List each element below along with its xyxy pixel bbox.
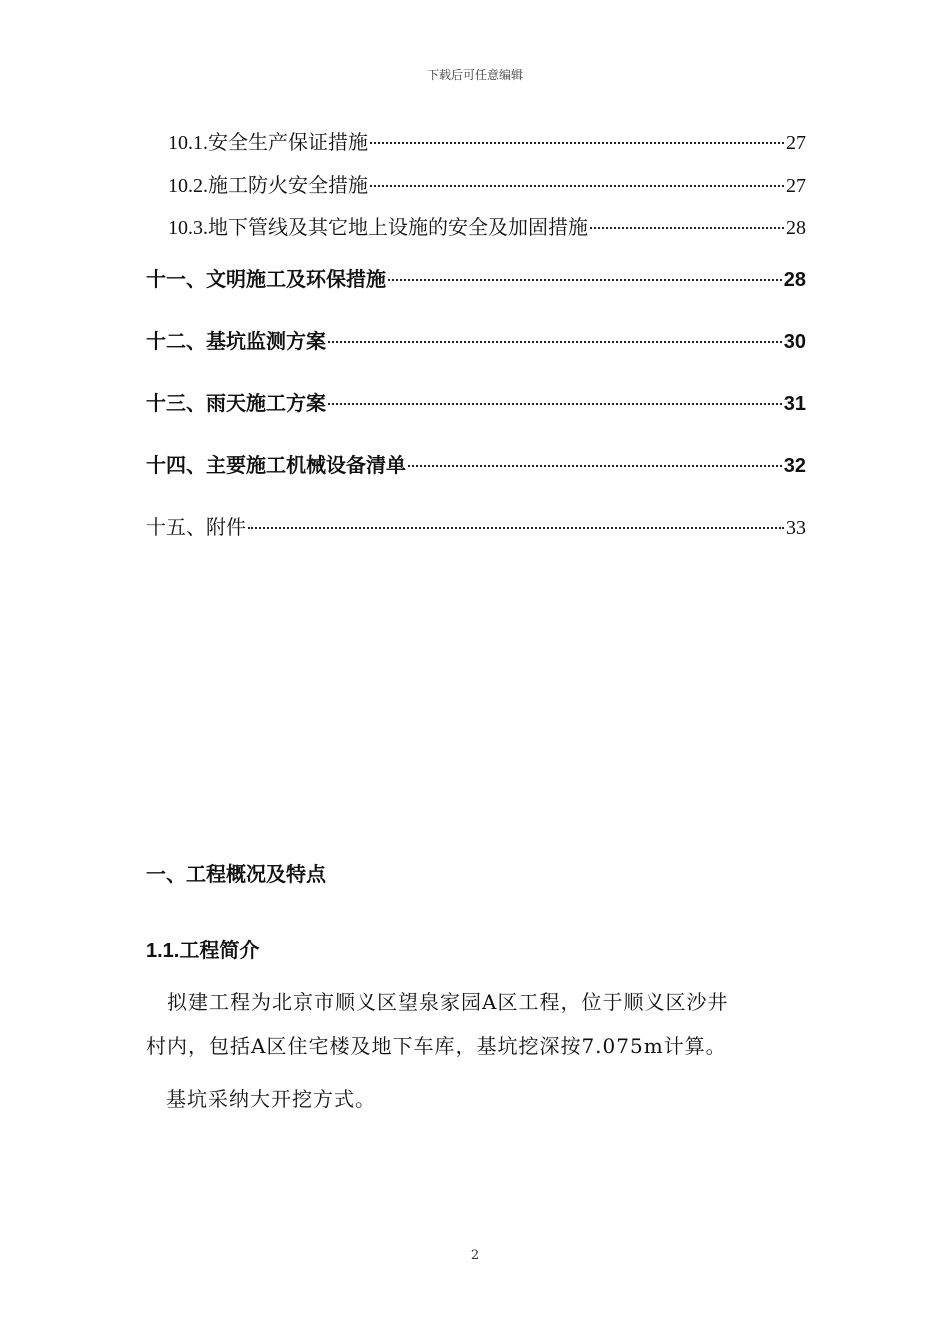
toc-dot-leader bbox=[328, 403, 782, 405]
toc-entry-10-3[interactable] bbox=[168, 211, 806, 240]
paragraph-line: 村内，包括A区住宅楼及地下车库，基坑挖深按7.075m计算。 bbox=[146, 1034, 727, 1058]
toc-entry-10-2[interactable] bbox=[168, 169, 806, 198]
page-header: 下载后可任意编辑 bbox=[426, 68, 523, 82]
excavation-paragraph bbox=[166, 1077, 830, 1121]
toc-entry-label: 十一、文明施工及环保措施 bbox=[146, 269, 386, 291]
toc-entry-page: 27 bbox=[786, 132, 806, 154]
toc-dot-leader bbox=[370, 142, 784, 144]
toc-entry-label: 十五、附件 bbox=[146, 517, 246, 539]
toc-dot-leader bbox=[248, 527, 784, 529]
toc-entry-page: 30 bbox=[783, 331, 806, 353]
toc-entry-label: 10.1.安全生产保证措施 bbox=[168, 132, 368, 154]
toc-entry-page: 28 bbox=[786, 217, 806, 239]
toc-entry-page: 27 bbox=[786, 175, 806, 197]
section-heading: 一、工程概况及特点 bbox=[146, 864, 326, 886]
intro-paragraph bbox=[146, 980, 810, 1068]
toc-dot-leader bbox=[388, 279, 782, 281]
toc-entry-label: 十三、雨天施工方案 bbox=[146, 393, 326, 415]
toc-entry-11[interactable] bbox=[146, 263, 806, 292]
page-number: 2 bbox=[470, 1248, 480, 1263]
subsection-heading: 1.1.工程简介 bbox=[146, 940, 260, 962]
paragraph-line: 拟建工程为北京市顺义区望泉家园A区工程，位于顺义区沙井 bbox=[146, 990, 729, 1014]
toc-entry-label: 十四、主要施工机械设备清单 bbox=[146, 455, 406, 477]
toc-entry-13[interactable] bbox=[146, 387, 806, 416]
toc-entry-12[interactable] bbox=[146, 325, 806, 354]
toc-entry-10-1[interactable] bbox=[168, 126, 806, 155]
toc-entry-label: 10.3.地下管线及其它地上设施的安全及加固措施 bbox=[168, 217, 588, 239]
toc-entry-page: 28 bbox=[783, 269, 806, 291]
paragraph-line: 基坑采纳大开挖方式。 bbox=[166, 1087, 376, 1111]
toc-entry-page: 32 bbox=[783, 455, 806, 477]
toc-dot-leader bbox=[328, 341, 782, 343]
toc-entry-page: 33 bbox=[786, 517, 806, 539]
toc-entry-label: 10.2.施工防火安全措施 bbox=[168, 175, 368, 197]
toc-dot-leader bbox=[370, 185, 784, 187]
toc-entry-15[interactable] bbox=[146, 511, 806, 540]
toc-entry-label: 十二、基坑监测方案 bbox=[146, 331, 326, 353]
toc-dot-leader bbox=[590, 227, 784, 229]
toc-entry-14[interactable] bbox=[146, 449, 806, 478]
toc-entry-page: 31 bbox=[783, 393, 806, 415]
toc-dot-leader bbox=[408, 465, 782, 467]
